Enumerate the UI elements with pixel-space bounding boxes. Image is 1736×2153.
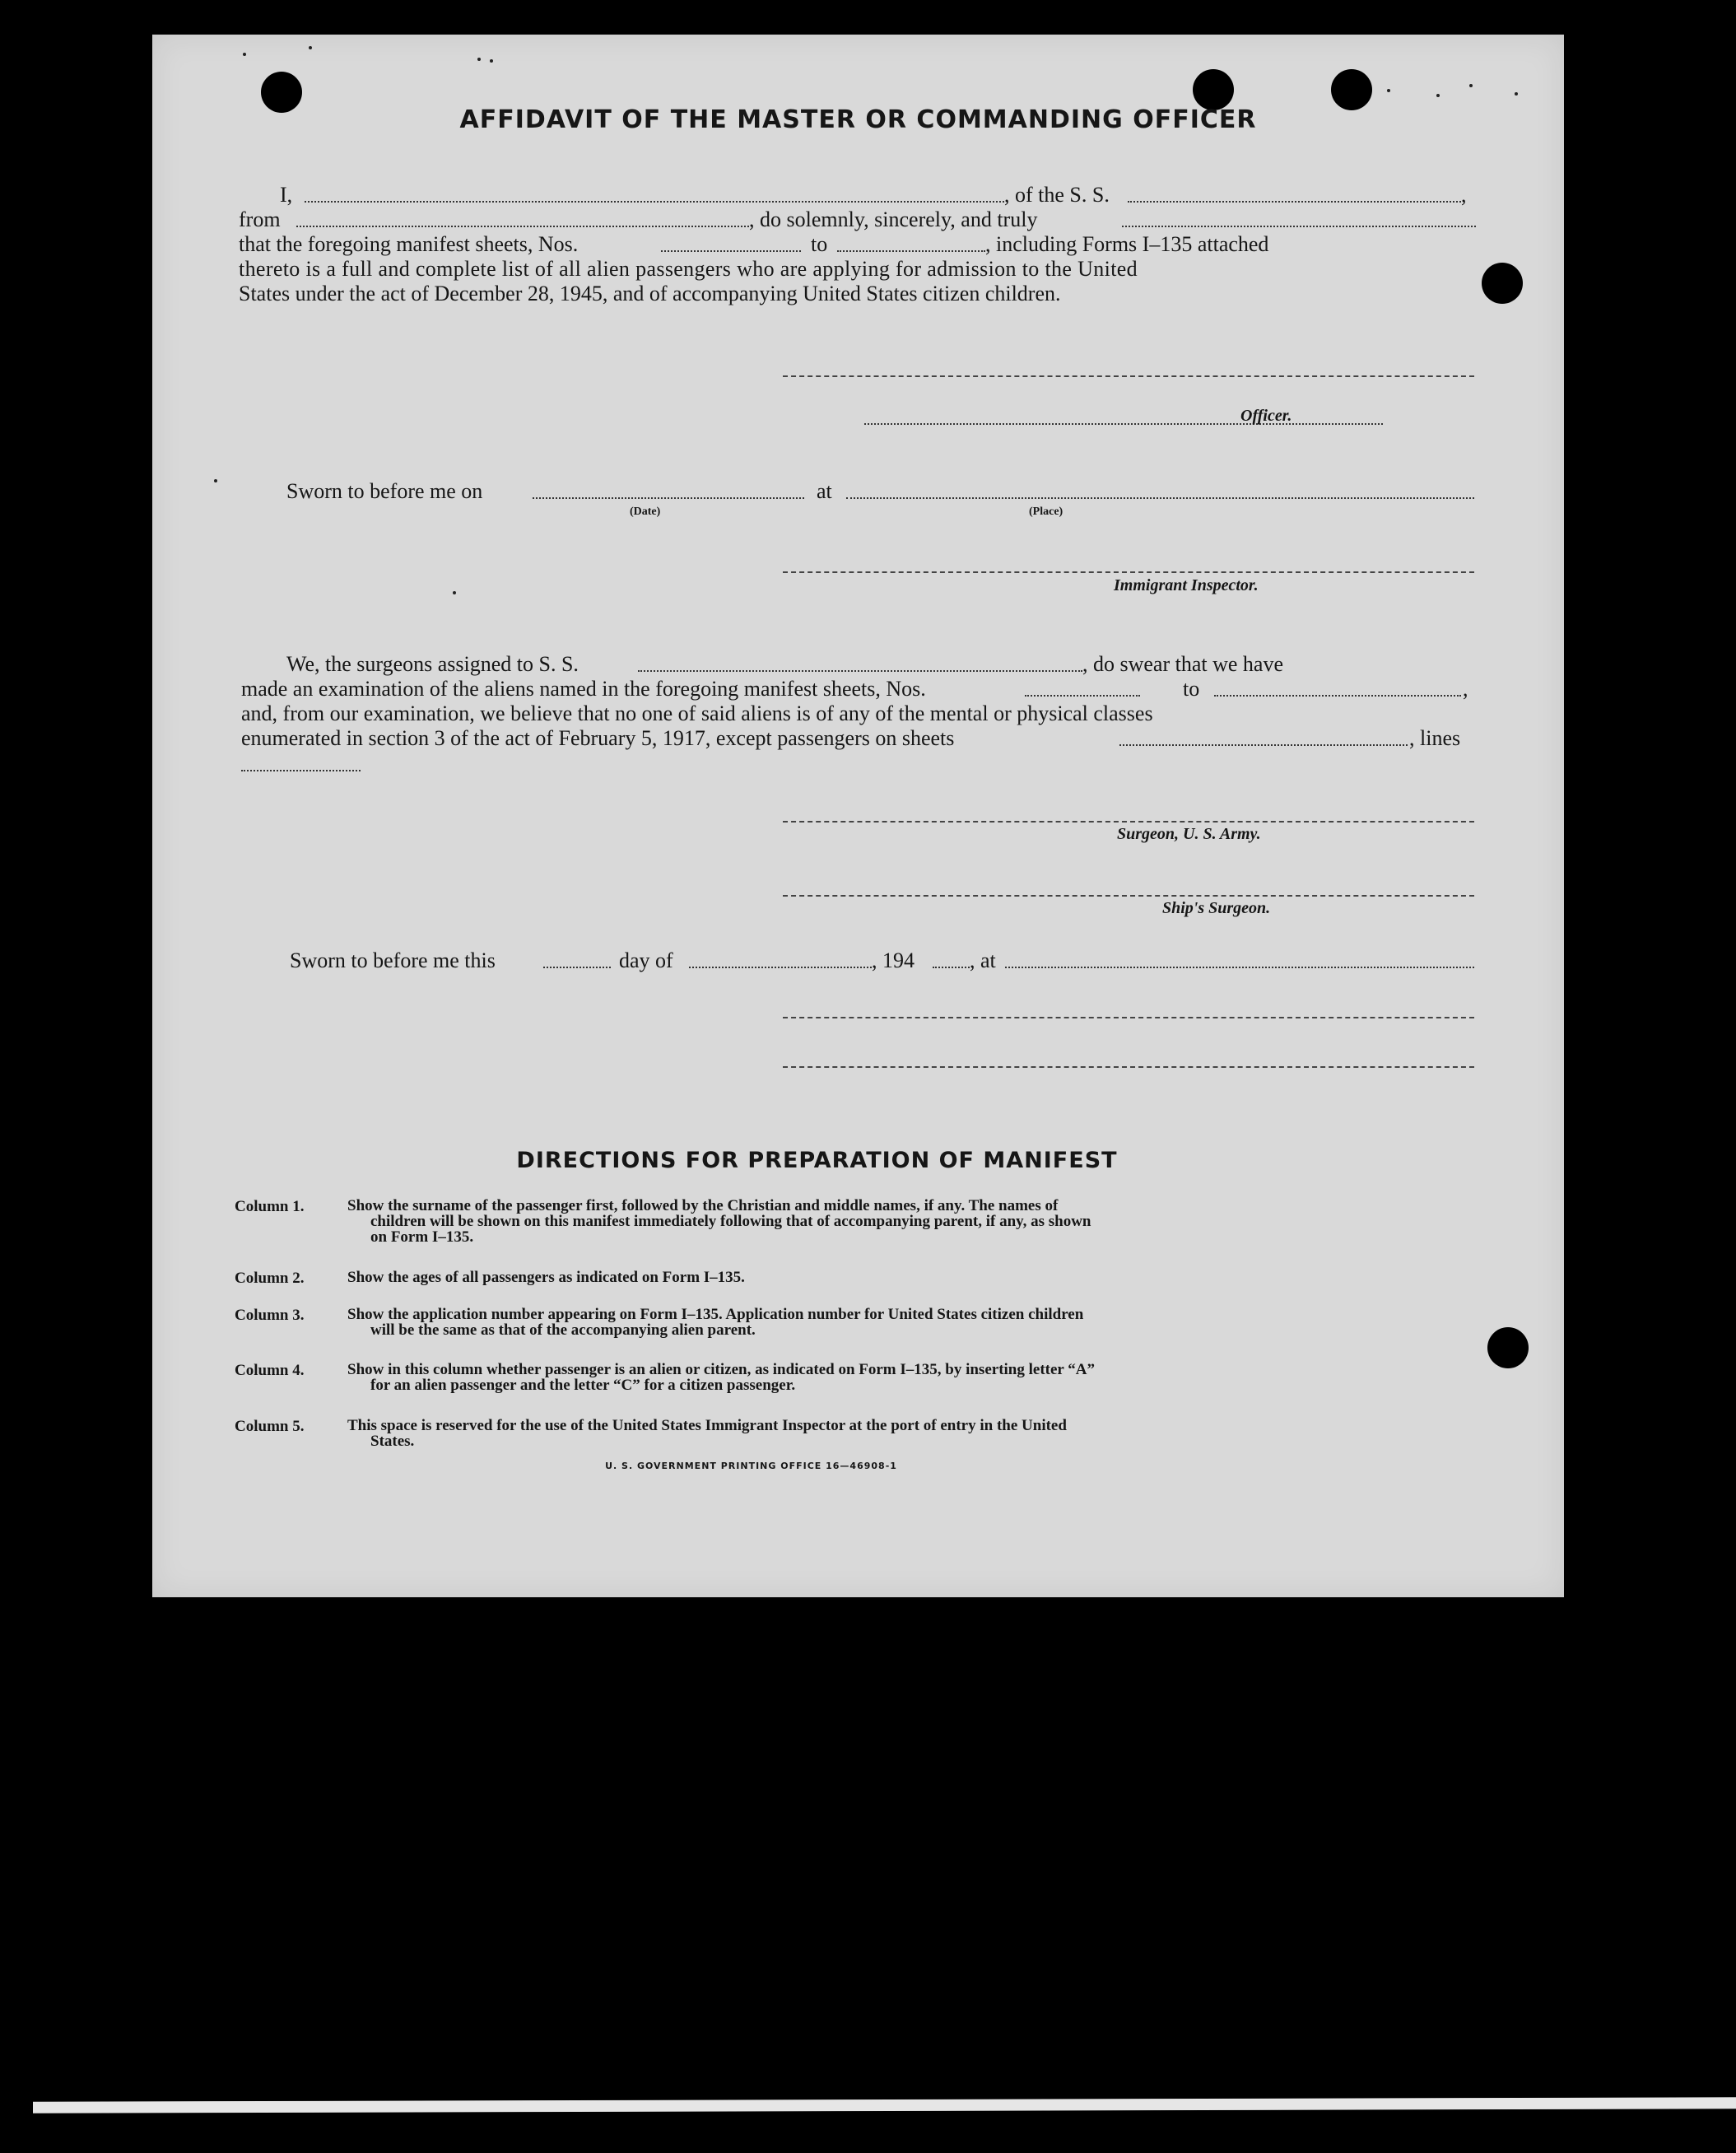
surgeons-ship-field[interactable]	[638, 670, 1082, 672]
affidavit-text: that the foregoing manifest sheets, Nos.	[239, 232, 579, 256]
punch-hole	[1331, 69, 1372, 110]
sworn-text: , 194	[872, 948, 915, 972]
form-page	[152, 35, 1564, 1597]
speck	[1387, 89, 1390, 92]
surgeons-text: , lines	[1409, 726, 1461, 750]
direction-column-text	[347, 1307, 1483, 1338]
master-name-field[interactable]	[305, 201, 1004, 203]
sworn-text: day of	[619, 948, 673, 972]
punch-hole	[1482, 263, 1523, 304]
affidavit-text: thereto is a full and complete list of all alien passengers who are applying for admission to the United	[239, 257, 1138, 281]
punch-hole	[1193, 69, 1234, 110]
sheets-from-field[interactable]	[661, 250, 801, 252]
sworn2-year-field[interactable]	[933, 967, 970, 968]
inspector-signature-line[interactable]	[783, 571, 1474, 573]
direction-column-label: Column 5.	[235, 1418, 305, 1435]
affidavit-text: I,	[280, 183, 293, 207]
affidavit-text: States under the act of December 28, 1945, and of accompanying United States citizen children.	[239, 282, 1061, 305]
sworn-text: Sworn to before me on	[286, 479, 483, 503]
surgeons-text: enumerated in section 3 of the act of February 5, 1917, except passengers on sheets	[241, 726, 955, 750]
speck	[1436, 94, 1440, 97]
speck	[243, 53, 246, 56]
surgeons-text: to	[1183, 677, 1200, 701]
place-caption: (Place)	[1029, 506, 1063, 518]
direction-column-label: Column 2.	[235, 1270, 305, 1287]
army-surgeon-signature-line[interactable]	[783, 821, 1474, 823]
speck	[477, 58, 481, 61]
surgeons-text: We, the surgeons assigned to S. S.	[286, 652, 579, 676]
direction-line: will be the same as that of the accompanying alien parent.	[370, 1321, 756, 1339]
inspector-label: Immigrant Inspector.	[1114, 576, 1259, 594]
date-caption: (Date)	[630, 506, 661, 518]
affidavit-text: ,	[1461, 183, 1467, 207]
punch-hole	[1487, 1327, 1529, 1368]
direction-column-text	[347, 1270, 1483, 1285]
affidavit-text: from	[239, 207, 281, 231]
direction-line: States.	[370, 1433, 415, 1450]
direction-column-label: Column 1.	[235, 1198, 305, 1215]
officer-signature-line[interactable]	[864, 423, 1383, 425]
surgeons-text: and, from our examination, we believe that no one of said aliens is of any of the mental or physical classes	[241, 701, 1153, 725]
except-lines-field[interactable]	[241, 770, 361, 771]
speck	[1469, 84, 1473, 87]
direction-line: for an alien passenger and the letter “C” for a citizen passenger.	[370, 1377, 796, 1394]
direction-line: Show in this column whether passenger is an alien or citizen, as indicated on Form I–135, by inserting letter “A”	[347, 1361, 1095, 1378]
oath-field[interactable]	[1122, 226, 1476, 227]
sworn2-place-field[interactable]	[1005, 967, 1474, 968]
speck	[453, 591, 456, 594]
direction-column-text	[347, 1418, 1483, 1449]
affidavit-text: to	[811, 232, 828, 256]
direction-line: Show the surname of the passenger first, followed by the Christian and middle names, if any. The names of	[347, 1197, 1059, 1214]
surgeons-text: made an examination of the aliens named in the foregoing manifest sheets, Nos.	[241, 677, 926, 701]
sheets-to-field[interactable]	[837, 250, 985, 252]
sworn2-day-field[interactable]	[543, 967, 611, 968]
officer-label: Officer.	[1240, 407, 1292, 425]
sworn-text: Sworn to before me this	[290, 948, 496, 972]
affidavit-title: AFFIDAVIT OF THE MASTER OR COMMANDING OFFICER	[459, 105, 1257, 134]
surgeons-text: , do swear that we have	[1082, 652, 1284, 676]
sworn-text: at	[817, 479, 832, 503]
affidavit-text: , do solemnly, sincerely, and truly	[749, 207, 1038, 231]
signature-line[interactable]	[783, 375, 1474, 377]
sworn2-month-field[interactable]	[689, 967, 872, 968]
direction-line: children will be shown on this manifest immediately following that of accompanying parent, if any, as shown	[370, 1213, 1091, 1230]
signature-line[interactable]	[783, 1017, 1474, 1018]
except-sheets-field[interactable]	[1119, 744, 1408, 746]
sworn-date-field[interactable]	[533, 497, 804, 499]
speck	[309, 46, 312, 49]
directions-title: DIRECTIONS FOR PREPARATION OF MANIFEST	[516, 1148, 1118, 1173]
surgeons-sheets-from-field[interactable]	[1025, 695, 1140, 697]
army-surgeon-label: Surgeon, U. S. Army.	[1117, 825, 1261, 843]
ship-surgeon-signature-line[interactable]	[783, 895, 1474, 897]
affidavit-text: , including Forms I–135 attached	[985, 232, 1269, 256]
affidavit-text: , of the S. S.	[1004, 183, 1110, 207]
port-from-field[interactable]	[296, 226, 749, 227]
speck	[1515, 92, 1518, 96]
gpo-imprint: U. S. GOVERNMENT PRINTING OFFICE 16—46908-1	[605, 1461, 897, 1471]
direction-column-text	[347, 1362, 1483, 1393]
ship-surgeon-label: Ship's Surgeon.	[1162, 899, 1271, 917]
direction-column-text	[347, 1198, 1483, 1245]
direction-line: This space is reserved for the use of the United States Immigrant Inspector at the port of entry in the United	[347, 1417, 1067, 1434]
direction-line: Show the application number appearing on Form I–135. Application number for United States citizen children	[347, 1306, 1084, 1323]
speck	[214, 479, 217, 482]
direction-line: Show the ages of all passengers as indicated on Form I–135.	[347, 1269, 745, 1286]
surgeons-sheets-to-field[interactable]	[1214, 695, 1461, 697]
speck	[490, 59, 493, 63]
scan-edge-bar	[33, 2097, 1736, 2113]
direction-line: on Form I–135.	[370, 1228, 474, 1246]
sworn-text: , at	[970, 948, 996, 972]
surgeons-text: ,	[1463, 677, 1468, 701]
ship-name-field[interactable]	[1128, 201, 1461, 203]
direction-column-label: Column 3.	[235, 1307, 305, 1324]
signature-line[interactable]	[783, 1066, 1474, 1068]
direction-column-label: Column 4.	[235, 1362, 305, 1379]
sworn-place-field[interactable]	[846, 497, 1474, 499]
